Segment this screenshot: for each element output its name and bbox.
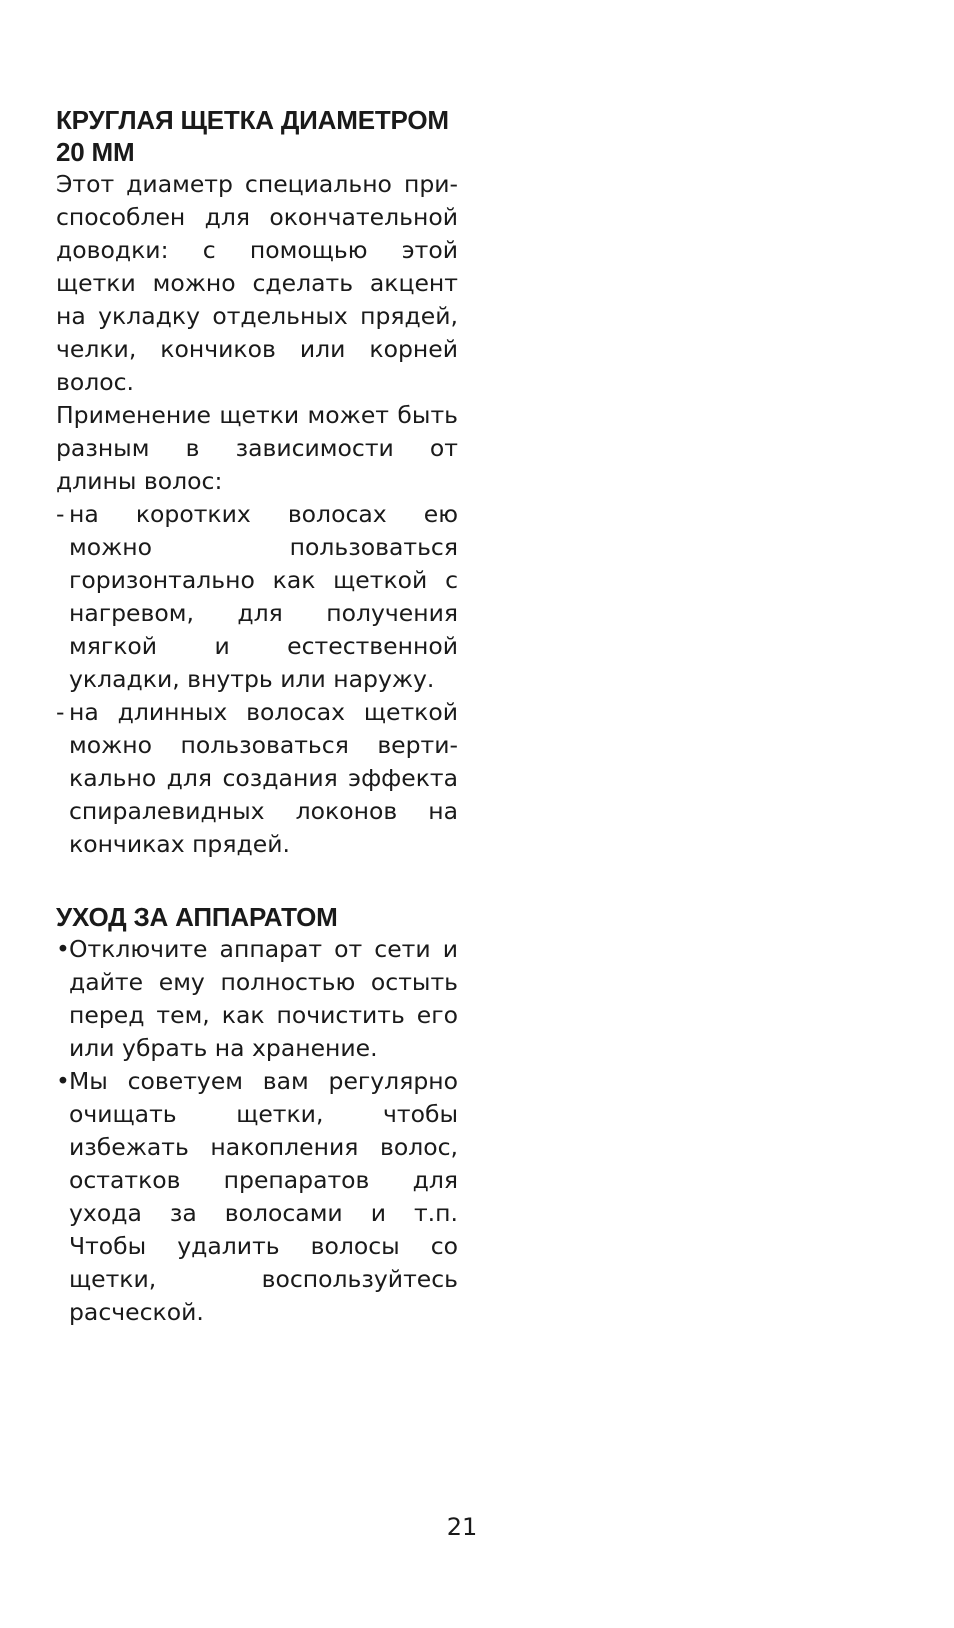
usage-list — [56, 498, 458, 861]
dash-marker: - — [56, 500, 65, 528]
list-item-text: на длинных волосах щеткой можно пользоваться вертикально для создания эффекта спиралевидных локонов на кончиках прядей. — [69, 698, 458, 858]
section-spacer — [56, 861, 458, 901]
page-number: 21 — [446, 1513, 478, 1541]
list-item — [56, 933, 458, 1065]
paragraph-brush-usage: Применение щетки может быть разным в зависимости от длины волос: — [56, 401, 458, 495]
care-list — [56, 933, 458, 1329]
section-heading-care: УХОД ЗА АППАРАТОМ — [56, 902, 338, 932]
list-item — [56, 498, 458, 696]
section-heading-round-brush: КРУГЛАЯ ЩЕТКА ДИАМЕТРОМ 20 ММ — [56, 105, 449, 167]
list-item-text: на коротких волосах ею можно пользоваться горизонтально как щеткой с нагревом, для получения мягкой и естественной укладки, внутрь или наружу. — [69, 500, 458, 693]
list-item — [56, 696, 458, 861]
text-column — [56, 104, 458, 1329]
list-item-text: Мы советуем вам регулярно очищать щетки, чтобы избежать накопления волос, остатков препаратов для ухода за волосами и т.п. Чтобы удалить волосы со щетки, воспользуйтесь расческой. — [69, 1067, 458, 1326]
paragraph-brush-purpose: Этот диаметр специально приспособлен для окончательной доводки: с помощью этой щетки можно сделать акцент на укладку отдельных прядей, челки, кончиков или корней волос. — [56, 170, 458, 396]
bullet-marker: • — [56, 935, 70, 963]
bullet-marker: • — [56, 1067, 70, 1095]
dash-marker: - — [56, 698, 65, 726]
list-item-text: Отключите аппарат от сети и дайте ему полностью остыть перед тем, как почистить его или убрать на хранение. — [69, 935, 458, 1062]
list-item — [56, 1065, 458, 1329]
